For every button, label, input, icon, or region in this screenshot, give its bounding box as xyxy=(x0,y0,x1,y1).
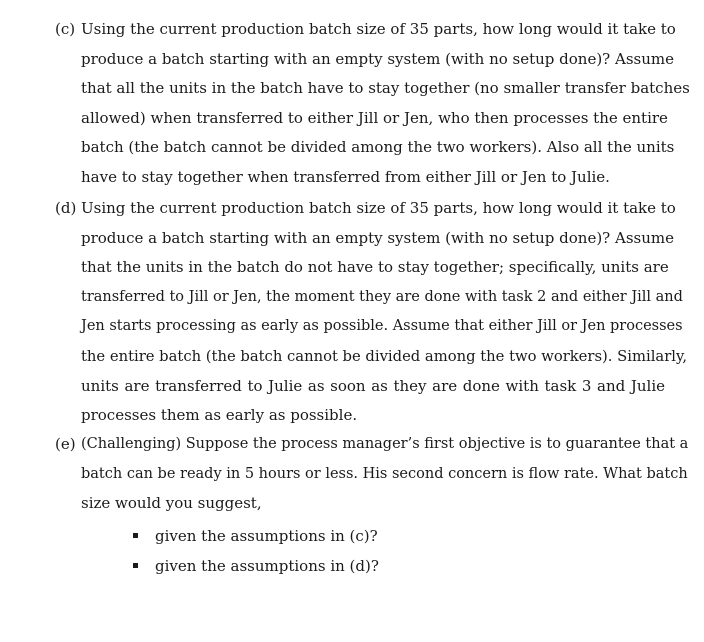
bullet-item xyxy=(0,551,704,581)
square-bullet-icon xyxy=(133,533,138,538)
question-c-text xyxy=(55,15,690,193)
bullet-list xyxy=(0,521,704,581)
question-d-line: that the units in the batch do not have to stay together; specifically, units are xyxy=(81,258,669,277)
question-d-line: transferred to Jill or Jen, the moment they are done with task 2 and either Jill and xyxy=(81,288,683,305)
question-d-line: Jen starts processing as early as possible. Assume that either Jill or Jen processes xyxy=(81,318,683,335)
bullet-item-text: given the assumptions in (d)? xyxy=(155,557,379,575)
question-c-line: that all the units in the batch have to stay together (no smaller transfer batches xyxy=(81,79,690,98)
question-c-line: batch (the batch cannot be divided among the two workers). Also all the units xyxy=(81,138,675,157)
bullet-item xyxy=(0,521,704,551)
question-e-label: (e) xyxy=(55,435,76,453)
question-d-line: units are transferred to Julie as soon as they are done with task 3 and Julie xyxy=(81,376,665,395)
question-e-line: size would you suggest, xyxy=(81,494,262,513)
question-d-line: processes them as early as possible. xyxy=(81,406,358,425)
question-d xyxy=(55,194,688,431)
question-c-line: produce a batch starting with an empty system (with no setup done)? Assume xyxy=(81,49,674,68)
question-c-line: Using the current production batch size of 35 parts, how long would it take to xyxy=(81,20,676,38)
question-c-label: (c) xyxy=(55,20,76,38)
question-d-label: (d) xyxy=(55,199,77,217)
question-d-line: the entire batch (the batch cannot be divided among the two workers). Similarly, xyxy=(81,347,688,365)
question-d-line: Using the current production batch size of 35 parts, how long would it take to xyxy=(81,199,676,217)
question-c-line: allowed) when transferred to either Jill or Jen, who then processes the entire xyxy=(81,108,668,127)
question-d-text xyxy=(55,194,688,431)
question-c xyxy=(55,15,690,193)
question-e-line: (Challenging) Suppose the process manager’s first objective is to guarantee that a xyxy=(81,436,689,452)
question-d-line: produce a batch starting with an empty system (with no setup done)? Assume xyxy=(81,228,674,247)
bullet-item-text: given the assumptions in (c)? xyxy=(155,527,378,545)
question-e xyxy=(55,430,689,519)
square-bullet-icon xyxy=(133,563,138,568)
question-c-line: have to stay together when transferred from either Jill or Jen to Julie. xyxy=(81,167,610,186)
question-e-line: batch can be ready in 5 hours or less. His second concern is flow rate. What batch xyxy=(81,465,688,482)
question-e-text xyxy=(55,430,689,519)
